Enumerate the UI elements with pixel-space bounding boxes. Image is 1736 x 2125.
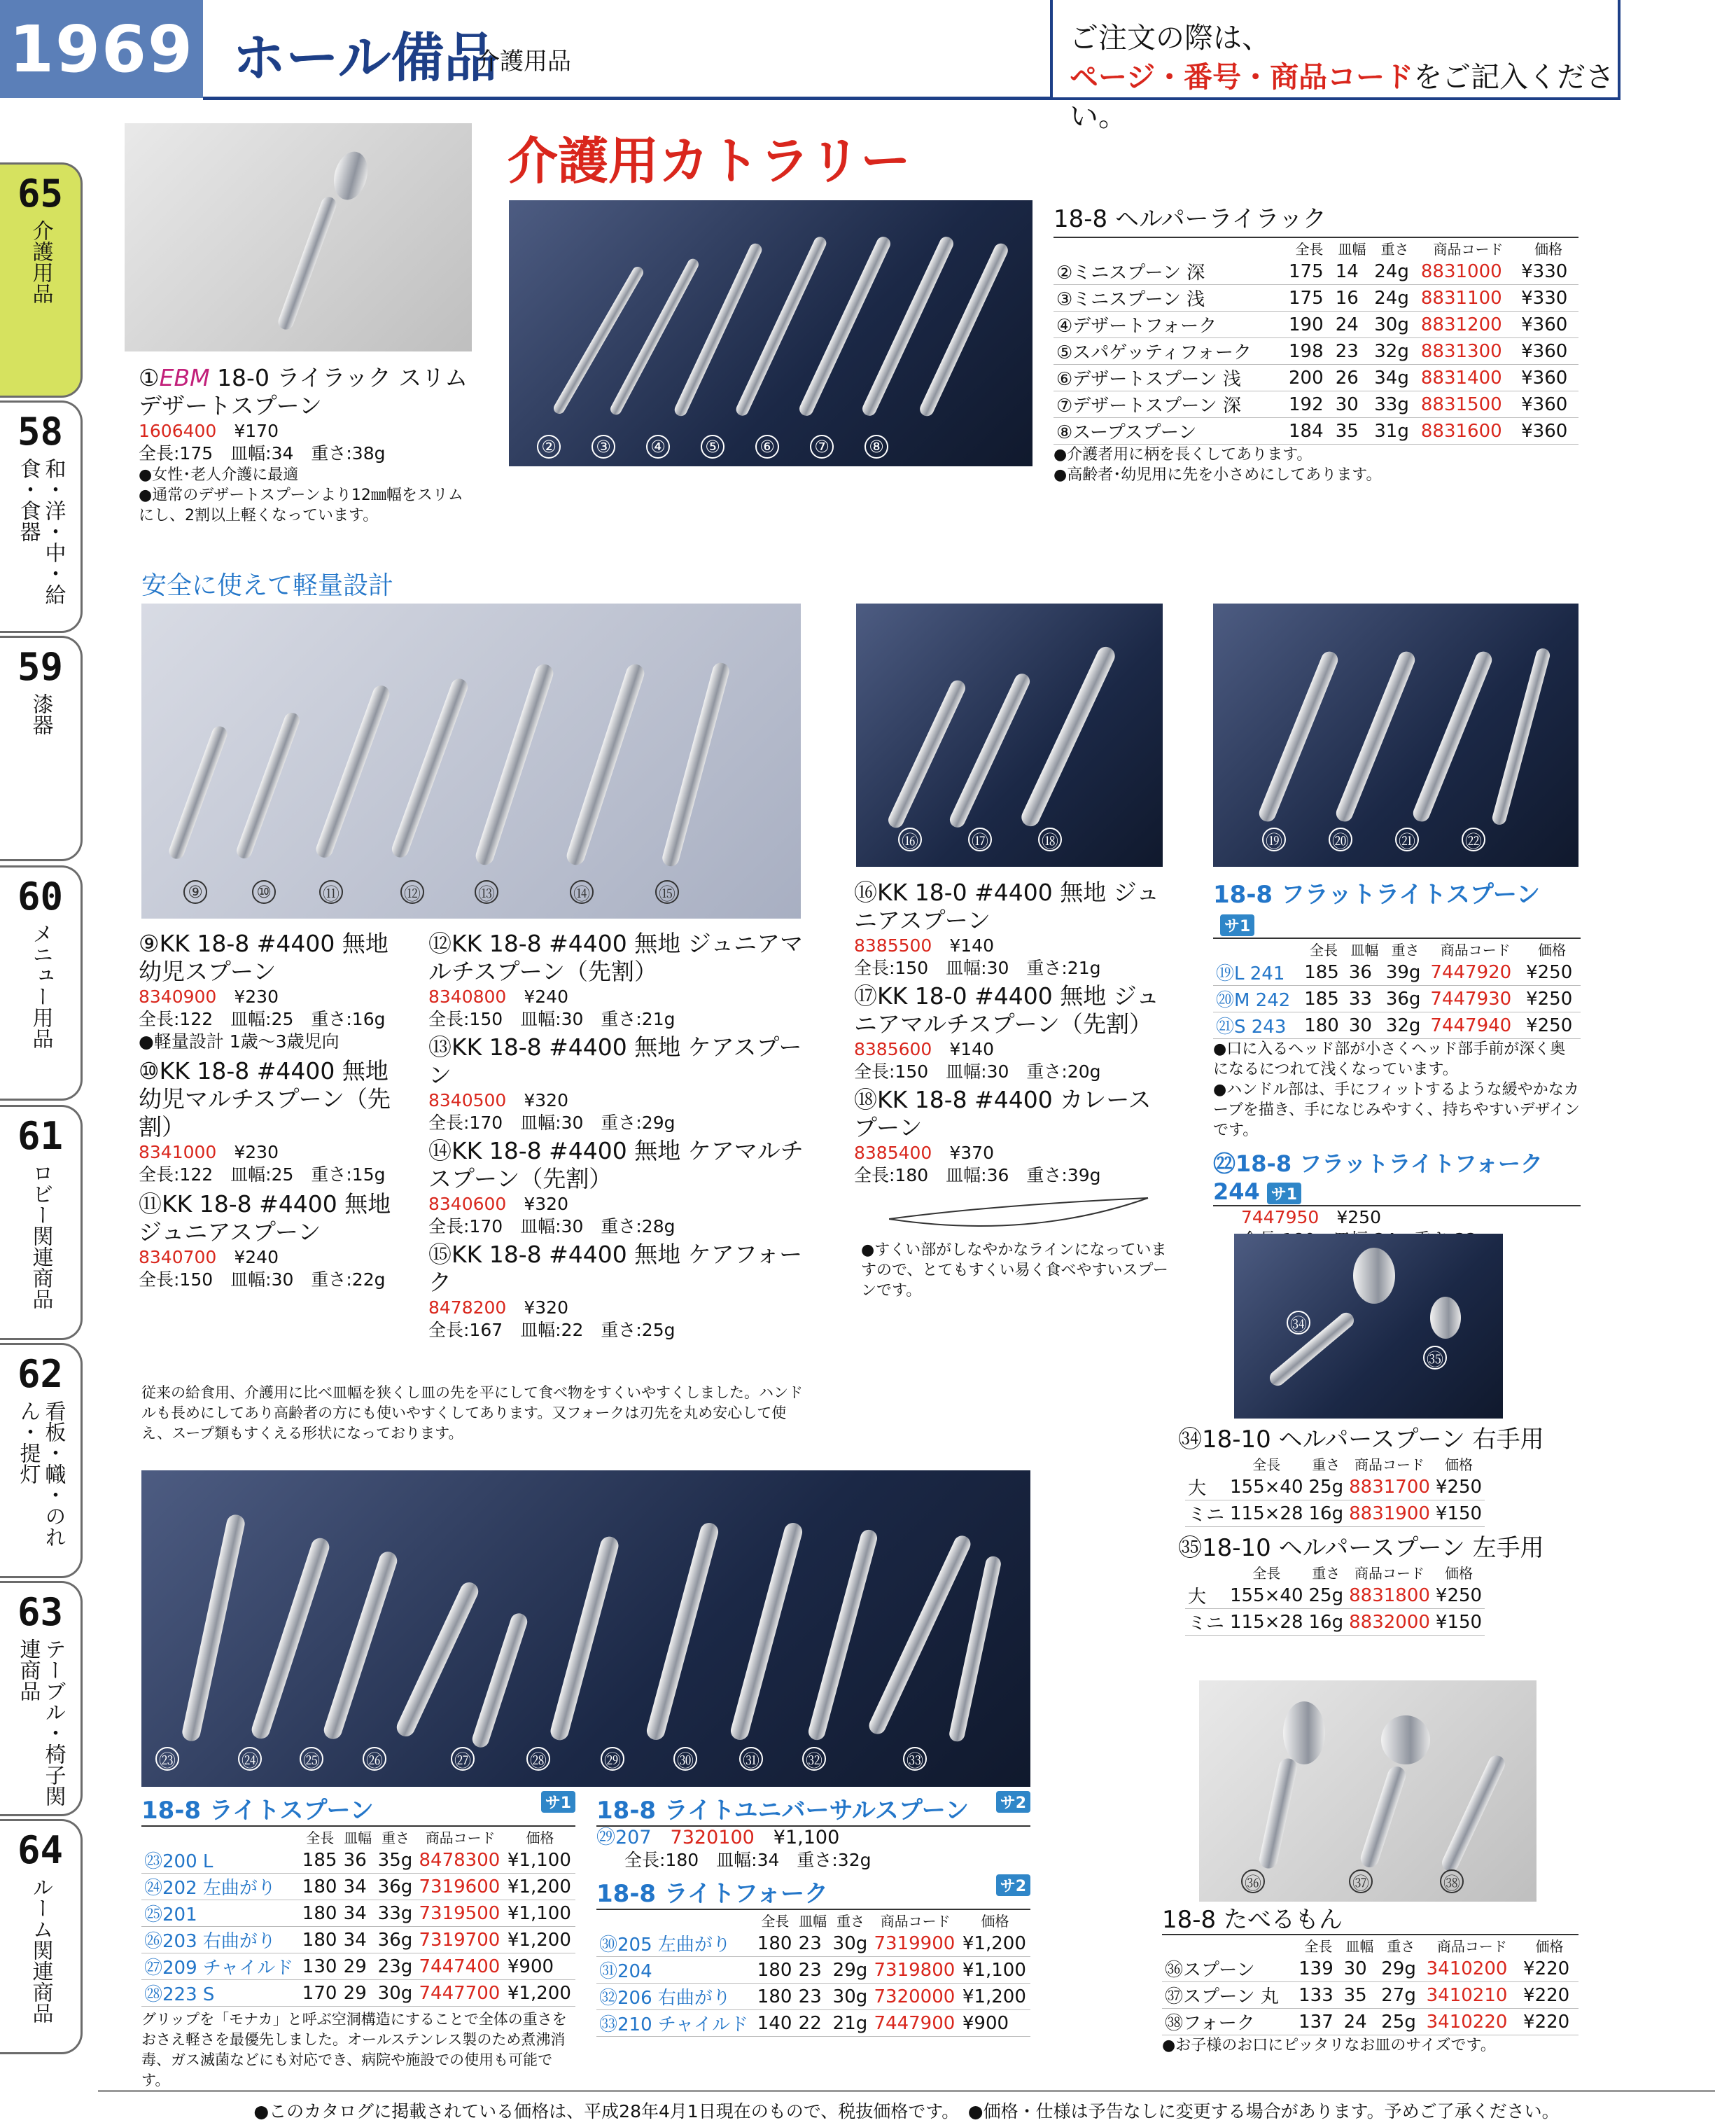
table-row: ㉕201 180 34 33g 7319500 ¥1,100: [141, 1900, 575, 1927]
section-title: ホール備品: [232, 27, 498, 89]
tab-number: 62: [17, 1352, 64, 1396]
photo-number: ㉟: [1423, 1346, 1447, 1370]
light-fork-title: 18-8 ライトフォーク サ2: [596, 1874, 1030, 1910]
tab-label: メニュー用品: [28, 923, 53, 1049]
product-name: ⑰KK 18-0 #4400 無地 ジュニアマルチスプーン（先割）: [854, 982, 1160, 1038]
taberu-note: ●お子様のお口にピッタリなお皿のサイズです。: [1162, 2037, 1496, 2054]
table-row: 大 155×40 25g 8831800 ¥250: [1185, 1582, 1485, 1609]
table-row: ミニ 115×28 16g 8831900 ¥150: [1185, 1500, 1485, 1527]
tab-label: 漆器: [28, 693, 53, 735]
tab-label: ロビー関連商品: [28, 1162, 53, 1309]
photo-number: ⑰: [968, 828, 992, 851]
product-name: ⑬KK 18-8 #4400 無地 ケアスプーン: [428, 1033, 802, 1089]
table-row: ③ミニスプーン 浅 175 16 24g 8831100 ¥330: [1054, 285, 1578, 312]
ebm-price: ¥170: [234, 421, 279, 441]
photo-number: ⑥: [755, 435, 779, 459]
photo-number: ②: [537, 435, 561, 459]
photo-number: ㊲: [1349, 1869, 1373, 1893]
photo-number: ㉙: [601, 1747, 624, 1771]
helperspoon-right-title: ㉞18-10 ヘルパースプーン 右手用: [1178, 1426, 1544, 1454]
photo-number: ⑫: [400, 880, 424, 904]
safe-description: 従来の給食用、介護用に比べ皿幅を狭くし皿の先を平にして食べ物をすくいやすくしました。ハンドルも長めにしてあり高齢者の方にも使いやすくしてあります。又フォークは刃先を丸め安心して使え、スープ類もすくえる形状になっております。: [141, 1384, 803, 1442]
ebm-note: ●通常のデザートスプーンより12㎜幅をスリムにし、2割以上軽くなっています。: [139, 487, 463, 524]
table-row: ㉖203 右曲がり 180 34 36g 7319700 ¥1,200: [141, 1927, 575, 1953]
photo-number: ⑳: [1329, 828, 1352, 851]
helper-block: [1054, 200, 1578, 485]
table-row: ㉛204 180 23 29g 7319800 ¥1,100: [596, 1957, 1030, 1984]
helper-photo: [509, 200, 1032, 466]
photo-number: ㉕: [300, 1747, 323, 1771]
photo-number: ㉞: [1287, 1311, 1310, 1335]
helper-note: ●介護者用に柄を長くしてあります。: [1054, 446, 1312, 464]
taberu-block: [1162, 1906, 1578, 2056]
table-row: ㉑S 243 180 30 32g 7447940 ¥250: [1213, 1012, 1581, 1039]
sa-badge: サ1: [1220, 914, 1254, 936]
product-name: ⑮KK 18-8 #4400 無地 ケアフォーク: [428, 1241, 803, 1296]
tab-58[interactable]: [0, 400, 83, 633]
helperspoon-right-table: 全長 重さ 商品コード 価格 大 155×40 25g 8831700 ¥250 ミニ 115×28 16g 8831900 ¥150: [1185, 1454, 1485, 1527]
table-row: ②ミニスプーン 深 175 14 24g 8831000 ¥330: [1054, 258, 1578, 285]
notice-line-2: [1070, 57, 1618, 136]
tab-number: 65: [17, 172, 64, 216]
light-univ-block: 18-8 ライトユニバーサルスプーン サ2 ㉙207 7320100 ¥1,100 全長:180 皿幅:34 重さ:32g 18-8 ライトフォーク サ2 全長 皿幅 重さ 商品コード 価格 ㉚205 左曲がり 180 23 30g 7319900 ¥1,200 ㉛204 180 23 29g 7319800 ¥1,100 ㉜206 右曲がり 180 23 30g 7320000 ¥1,200 ㉝210 チャイルド 140 22 21g 7447900 ¥900: [596, 1791, 1030, 2037]
flat-note: ●ハンドル部は、手にフィットするような緩やかなカーブを描き、手になじみやすく、持ちやすいデザインです。: [1213, 1081, 1581, 1139]
table-row: ㊱スプーン 139 30 29g 3410200 ¥220: [1162, 1956, 1578, 1982]
tab-number: 60: [17, 875, 64, 919]
tab-label: 看板・幟・のれん・提灯: [15, 1400, 66, 1547]
helper-table: 全長 皿幅 重さ 商品コード 価格 ②ミニスプーン 深 175 14 24g 8831000 ¥330 ③ミニスプーン 浅 175 16 24g 8831100 ¥330 ④デザートフォーク 190 24 30g 8831200 ¥360 ⑤スパゲッティフォーク 198 23 32g 8831300 ¥360 ⑥デザートスプーン 浅 200 26 34g 8831400 ¥360 ⑦デザートスプーン 深 192 30 33g 8831500 ¥360 ⑧スープスプーン 184 35 31g 8831600 ¥360: [1054, 238, 1578, 445]
notice-highlight: ページ・番号・商品コード: [1070, 60, 1414, 94]
tab-number: 58: [17, 410, 64, 454]
light-fork-table: 全長 皿幅 重さ 商品コード 価格 ㉚205 左曲がり 180 23 30g 7319900 ¥1,200 ㉛204 180 23 29g 7319800 ¥1,100 ㉜206 右曲がり 180 23 30g 7320000 ¥1,200 ㉝210 チャイルド 140 22 21g 7447900 ¥900: [596, 1910, 1030, 2037]
main-title: 介護用カトラリー: [507, 132, 911, 190]
ebm-photo: [125, 123, 472, 351]
kk-note: ●すくい部がしなやかなラインになっていますので、とてもすくい易く食べやすいスプーンです。: [861, 1241, 1168, 1300]
photo-number: ⑤: [701, 435, 724, 459]
tab-60[interactable]: [0, 865, 83, 1101]
safe-right-column: ⑫KK 18-8 #4400 無地 ジュニアマルチスプーン（先割） 8340800 ¥240 全長:150 皿幅:30 重さ:21g ⑬KK 18-8 #4400 無地 ケアスプーン 8340500 ¥320 全長:170 皿幅:30 重さ:29g ⑭KK 18-8 #4400 無地 ケアマルチスプーン（先割） 8340600 ¥320 全長:170 皿幅:30 重さ:28g ⑮KK 18-8 #4400 無地 ケアフォーク 8478200 ¥320 全長:167 皿幅:22 重さ:25g: [428, 930, 806, 1342]
photo-number: ㉚: [673, 1747, 697, 1771]
safe-heading: 安全に使えて軽量設計: [141, 571, 394, 600]
helperspoon-left-table: 全長 重さ 商品コード 価格 大 155×40 25g 8831800 ¥250 ミニ 115×28 16g 8832000 ¥150: [1185, 1562, 1485, 1636]
table-row: ⑧スープスプーン 184 35 31g 8831600 ¥360: [1054, 418, 1578, 445]
light-spoon-note: グリップを「モナカ」と呼ぶ空洞構造にすることで全体の重さをおさえ軽さを最優先しました。オールステンレス製のため煮沸消毒、ガス滅菌などにも対応でき、病院や施設での使用も可能です。: [141, 2011, 567, 2089]
product-name: ⑭KK 18-8 #4400 無地 ケアマルチスプーン（先割）: [428, 1137, 804, 1192]
photo-number: ⑪: [319, 880, 343, 904]
ebm-note: ●女性･老人介護に最適: [139, 466, 299, 484]
table-row: ⑲L 241 185 36 39g 7447920 ¥250: [1213, 959, 1581, 986]
light-univ-title: 18-8 ライトユニバーサルスプーン サ2: [596, 1791, 1030, 1827]
notice-line-1: ご注文の際は、: [1070, 21, 1270, 55]
spoon-profile-icon: [889, 1191, 1155, 1240]
tab-number: 64: [17, 1828, 64, 1872]
photo-number: ㊱: [1241, 1869, 1265, 1893]
notice-tail: をご記入ください。: [1070, 60, 1615, 133]
table-row: ㊲スプーン 丸 133 35 27g 3410210 ¥220: [1162, 1982, 1578, 2009]
photo-number: ⑭: [570, 880, 594, 904]
light-photo: [141, 1470, 1030, 1787]
taberu-table: 全長 皿幅 重さ 商品コード 価格 ㊱スプーン 139 30 29g 3410200 ¥220 ㊲スプーン 丸 133 35 27g 3410210 ¥220 ㊳フォーク 137 24 25g 3410220 ¥220: [1162, 1935, 1578, 2035]
photo-number: ⑩: [252, 880, 276, 904]
table-row: ㉜206 右曲がり 180 23 30g 7320000 ¥1,200: [596, 1984, 1030, 2010]
sa-badge: サ2: [996, 1791, 1030, 1813]
table-row: ㉘223 S 170 29 30g 7447700 ¥1,200: [141, 1980, 575, 2007]
helper-note: ●高齢者･幼児用に先を小さめにしてあります。: [1054, 466, 1382, 484]
helperspoon-left-title: ㉟18-10 ヘルパースプーン 左手用: [1178, 1534, 1544, 1562]
flat-table: 全長 皿幅 重さ 商品コード 価格 ⑲L 241 185 36 39g 7447920 ¥250 ⑳M 242 185 33 36g 7447930 ¥250 ㉑S 243 180 30 32g 7447940 ¥250: [1213, 939, 1581, 1039]
safe-photo: [141, 604, 801, 919]
order-notice: [1050, 0, 1620, 133]
ebm-spec: 全長:175 皿幅:34 重さ:38g: [139, 443, 386, 464]
table-row: ミニ 115×28 16g 8832000 ¥150: [1185, 1609, 1485, 1636]
product-name: ⑯KK 18-0 #4400 無地 ジュニアスプーン: [854, 879, 1160, 934]
flat-photo: [1213, 604, 1578, 867]
tab-64[interactable]: [0, 1819, 83, 2054]
photo-number: ⑦: [810, 435, 834, 459]
kk-photo: [856, 604, 1163, 867]
photo-number: ⑬: [475, 880, 498, 904]
photo-number: ⑯: [898, 828, 922, 851]
tab-62[interactable]: [0, 1343, 83, 1578]
tab-65[interactable]: [0, 162, 83, 398]
photo-number: ㉑: [1395, 828, 1419, 851]
product-name: ⑫KK 18-8 #4400 無地 ジュニアマルチスプーン（先割）: [428, 930, 804, 985]
light-spoon-block: [141, 1791, 575, 2091]
sa-badge: サ1: [541, 1791, 575, 1813]
section-subtitle: 介護用品: [476, 48, 571, 76]
table-row: ⑥デザートスプーン 浅 200 26 34g 8831400 ¥360: [1054, 365, 1578, 391]
photo-number: ㉔: [238, 1747, 262, 1771]
page-number: 1969: [0, 0, 203, 98]
spoon-handle-icon: [276, 195, 338, 331]
taberu-photo: [1199, 1680, 1536, 1902]
photo-number: ㊳: [1440, 1869, 1464, 1893]
table-row: ⑦デザートスプーン 深 192 30 33g 8831500 ¥360: [1054, 391, 1578, 418]
table-row: ㉗209 チャイルド 130 29 23g 7447400 ¥900: [141, 1953, 575, 1980]
photo-number: ㉛: [739, 1747, 763, 1771]
safe-left-column: ⑨KK 18-8 #4400 無地 幼児スプーン 8340900 ¥230 全長:122 皿幅:25 重さ:16g ●軽量設計 1歳～3歳児向 ⑩KK 18-8 #4400 無地 幼児マルチスプーン（先割） 8341000 ¥230 全長:122 皿幅:25 重さ:15g ⑪KK 18-8 #4400 無地 ジュニアスプーン 8340700 ¥240 全長:150 皿幅:30 重さ:22g: [139, 930, 419, 1291]
photo-number: ㉖: [363, 1747, 386, 1771]
photo-number: ㉒: [1462, 828, 1485, 851]
light-spoon-table: 全長 皿幅 重さ 商品コード 価格 ㉓200 L 185 36 35g 8478300 ¥1,100 ㉔202 左曲がり 180 34 36g 7319600 ¥1,200 ㉕201 180 34 33g 7319500 ¥1,100 ㉖203 右曲がり 180 34 36g 7319700 ¥1,200 ㉗209 チャイルド 130 29 23g 7447400 ¥900 ㉘223 S 170 29 30g 7447700 ¥1,200: [141, 1827, 575, 2007]
table-row: 大 155×40 25g 8831700 ¥250: [1185, 1474, 1485, 1500]
helper-title: 18-8 ヘルパーライラック: [1054, 200, 1578, 238]
tab-number: 61: [17, 1114, 64, 1158]
product-name: ⑱KK 18-8 #4400 カレースプーン: [854, 1086, 1152, 1141]
table-row: ㉔202 左曲がり 180 34 36g 7319600 ¥1,200: [141, 1874, 575, 1900]
ebm-name: ①EBM 18-0 ライラック スリム デザートスプーン: [139, 364, 468, 419]
flat-block: 18-8 フラットライトスプーンサ1 全長 皿幅 重さ 商品コード 価格 ⑲L 241 185 36 39g 7447920 ¥250 ⑳M 242 185 33 36g 7447930 ¥250 ㉑S 243 180 30 32g 7447940 ¥250 ●口に入るヘッド部が小さくヘッド部手前が深く奥になるにつれて浅くなっています。 ●ハンドル部は、手にフィットするような緩やかなカーブを描き、手になじみやすく、持ちやすいデザインです。 ㉒18-8 フラットライトフォーク 244 サ1 7447950 ¥250: [1213, 875, 1581, 1271]
ebm-block: [139, 364, 475, 526]
tab-number: 59: [17, 645, 64, 689]
tab-number: 63: [17, 1590, 64, 1634]
taberu-title: 18-8 たべるもん: [1162, 1906, 1578, 1935]
tab-label: 和・洋・中・給食・食器: [15, 458, 66, 605]
product-name: ⑩KK 18-8 #4400 無地 幼児マルチスプーン（先割）: [139, 1057, 391, 1141]
tab-63[interactable]: [0, 1581, 83, 1816]
photo-number: ㉗: [451, 1747, 475, 1771]
tab-61[interactable]: [0, 1105, 83, 1340]
light-spoon-title: 18-8 ライトスプーン サ1: [141, 1791, 575, 1827]
flat-title: 18-8 フラットライトスプーンサ1: [1213, 875, 1581, 939]
flat-fork-title: ㉒18-8 フラットライトフォーク 244 サ1: [1213, 1146, 1581, 1206]
photo-number: ④: [646, 435, 670, 459]
helperspoon-photo: [1234, 1234, 1503, 1419]
photo-number: ⑮: [655, 880, 679, 904]
photo-number: ㉜: [802, 1747, 826, 1771]
sa-badge: サ2: [996, 1874, 1030, 1896]
ebm-code: 1606400: [139, 421, 217, 441]
tab-label: テーブル・椅子関連商品: [15, 1638, 66, 1806]
photo-number: ㉘: [526, 1747, 550, 1771]
photo-number: ⑧: [864, 435, 888, 459]
table-row: ㉚205 左曲がり 180 23 30g 7319900 ¥1,200: [596, 1930, 1030, 1957]
table-row: ④デザートフォーク 190 24 30g 8831200 ¥360: [1054, 312, 1578, 338]
photo-number: ⑱: [1038, 828, 1062, 851]
helperspoon-block: [1178, 1426, 1570, 1636]
flat-note: ●口に入るヘッド部が小さくヘッド部手前が深く奥になるにつれて浅くなっています。: [1213, 1040, 1566, 1078]
tab-label: ルーム関連商品: [28, 1876, 53, 2023]
table-row: ㉓200 L 185 36 35g 8478300 ¥1,100: [141, 1847, 575, 1874]
tab-label: 介護用品: [28, 220, 53, 304]
kk-column: ⑯KK 18-0 #4400 無地 ジュニアスプーン 8385500 ¥140 全長:150 皿幅:30 重さ:21g ⑰KK 18-0 #4400 無地 ジュニアマルチスプーン（先割） 8385600 ¥140 全長:150 皿幅:30 重さ:20g ⑱KK 18-8 #4400 カレースプーン 8385400 ¥370 全長:180 皿幅:36 重さ:39g ●すくい部がしなやかなラインになっていますので、とてもすくい易く食べやすいスプーンです。: [854, 879, 1168, 1300]
table-row: ⑳M 242 185 33 36g 7447930 ¥250: [1213, 986, 1581, 1012]
photo-number: ㉝: [903, 1747, 927, 1771]
product-name: ⑪KK 18-8 #4400 無地 ジュニアスプーン: [139, 1190, 391, 1246]
table-row: ㊳フォーク 137 24 25g 3410220 ¥220: [1162, 2009, 1578, 2035]
table-row: ㉝210 チャイルド 140 22 21g 7447900 ¥900: [596, 2010, 1030, 2037]
table-row: ⑤スパゲッティフォーク 198 23 32g 8831300 ¥360: [1054, 338, 1578, 365]
photo-number: ㉓: [155, 1747, 179, 1771]
product-name: ⑨KK 18-8 #4400 無地 幼児スプーン: [139, 930, 388, 985]
photo-number: ⑨: [183, 880, 207, 904]
photo-number: ⑲: [1262, 828, 1286, 851]
header-rule: [203, 97, 1050, 100]
footer-note: ●このカタログに掲載されている価格は、平成28年4月1日現在のもので、税抜価格です。 ●価格・仕様は予告なしに変更する場合があります。予めご了承ください。: [98, 2090, 1715, 2123]
spoon-bowl-icon: [329, 148, 373, 204]
photo-number: ③: [592, 435, 615, 459]
tab-59[interactable]: [0, 636, 83, 861]
